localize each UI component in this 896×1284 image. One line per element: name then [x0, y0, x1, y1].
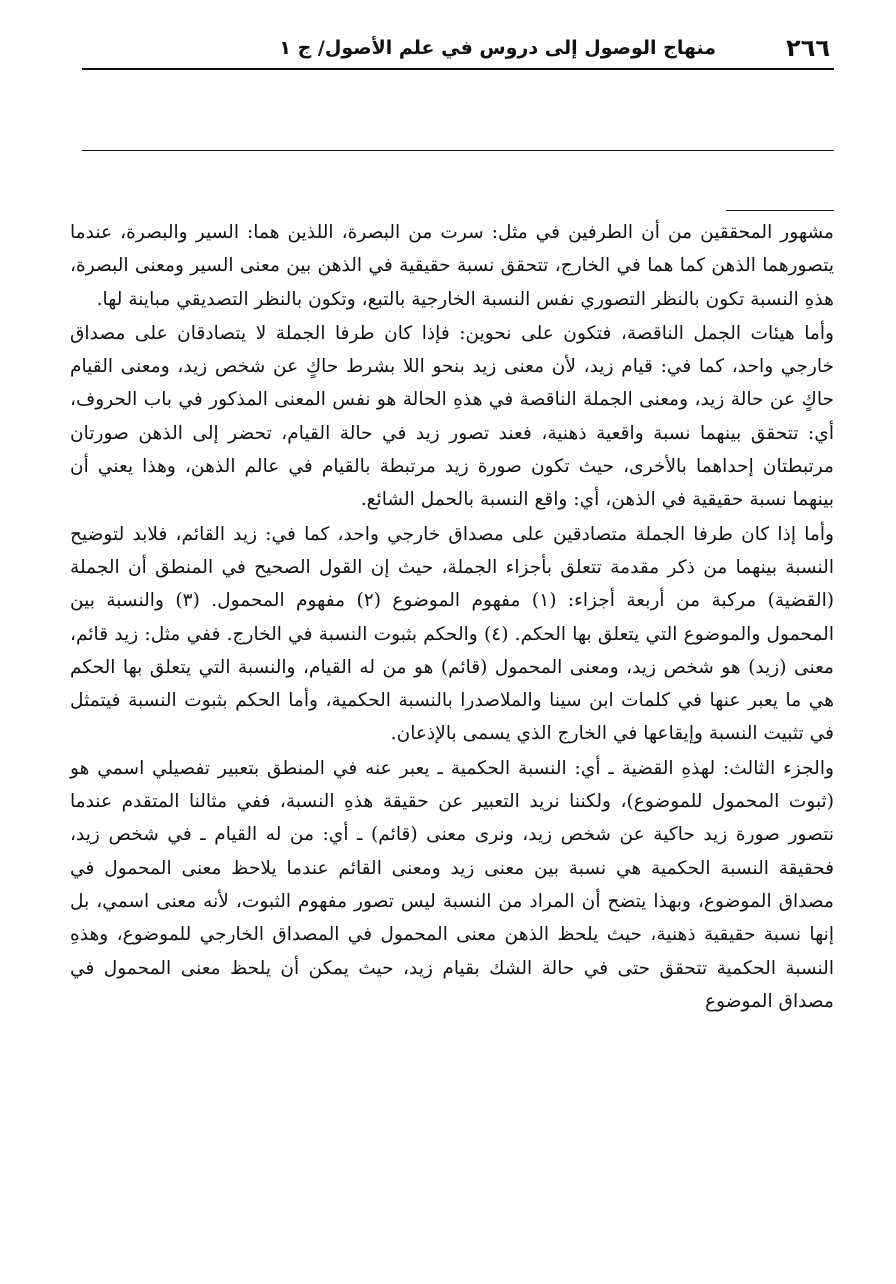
paragraph: والجزء الثالث: لهذهِ القضية ـ أي: النسبة الحكمية ـ يعبر عنه في المنطق بتعبير تفصيلي اسمي هو (ثبوت المحمول للموضوع)، ولكننا نريد التعبير عن حقيقة هذهِ النسبة، ففي مثالنا المتقدم عندما نتصور صورة زيد حاكية عن شخص زيد، ونرى معنى (قائم) ـ أي: من له القيام ـ في شخص زيد، فحقيقة النسبة الحكمية هي نسبة بين معنى زيد ومعنى القائم عندما يلاحظ معنى المحمول في مصداق الموضوع، وبهذا يتضح أن المراد من النسبة ليس تصور مفهوم الثبوت، لأنه معنى اسمي، بل إنها نسبة حقيقية ذهنية، حيث يلحظ الذهن معنى المحمول في المصداق الخارجي للموضوع، وهذهِ النسبة الحكمية تتحقق حتى في حالة الشك بقيام زيد، حيث يمكن أن يلحظ معنى المحمول في مصداق الموضوع [70, 757, 834, 1012]
footnote-text [70, 216, 834, 1019]
paragraph: مشهور المحققين من أن الطرفين في مثل: سرت من البصرة، اللذين هما: السير والبصرة، عندما يتصورهما الذهن كما هما في الخارج، تتحقق نسبة حقيقية في الذهن بين معنى السير ومعنى البصرة، هذهِ النسبة تكون بالنظر التصوري نفس النسبة الخارجية بالتبع، وتكون بالنظر التصديقي مباينة لها. [70, 222, 834, 310]
book-title: منهاج الوصول إلى دروس في علم الأصول/ ج ١ [279, 37, 717, 59]
footnote-divider [726, 210, 834, 211]
paragraph: وأما إذا كان طرفا الجملة متصادقين على مصداق خارجي واحد، كما في: زيد القائم، فلابد لتوضيح النسبة بينهما من ذكر مقدمة تتعلق بأجزاء الجملة، حيث إن القول الصحيح في المنطق أن الجملة (القضية) مركبة من أربعة أجزاء: (١) مفهوم الموضوع (٢) مفهوم المحمول. (٣) والنسبة بين المحمول والموضوع التي يتعلق بها الحكم. (٤) والحكم بثبوت النسبة في الخارج. ففي مثل: زيد قائم، معنى (زيد) هو شخص زيد، ومعنى المحمول (قائم) هو من له القيام، والنسبة التي يتعلق بها الحكم هي ما يعبر عنها في كلمات ابن سينا والملاصدرا بالنسبة الحكمية، وأما الحكم بثبوت النسبة فيتمثل في تثبيت النسبة وإيقاعها في الخارج الذي يسمى بالإذعان. [70, 523, 835, 745]
page-number: ٢٦٦ [786, 34, 830, 62]
running-header [82, 28, 834, 70]
top-divider [82, 150, 834, 151]
paragraph: وأما هيئات الجمل الناقصة، فتكون على نحوين: فإذا كان طرفا الجملة لا يتصادقان على مصداق خارجي واحد، كما في: قيام زيد، لأن معنى زيد بنحو اللا بشرط حاكٍ عن شخص زيد، ومعنى القيام حاكٍ عن حالة زيد، ومعنى الجملة الناقصة في هذهِ الحالة هو نفس المعنى المذكور في باب الحروف، أي: تتحقق بينهما نسبة واقعية ذهنية، فعند تصور زيد في حالة القيام، تحضر إلى الذهن صورتان مرتبطتان إحداهما بالأخرى، حيث تكون صورة زيد مرتبطة بالقيام في عالم الذهن، وهذا يعني أن بينهما نسبة حقيقية في الذهن، أي: واقع النسبة بالحمل الشائع. [70, 322, 834, 511]
